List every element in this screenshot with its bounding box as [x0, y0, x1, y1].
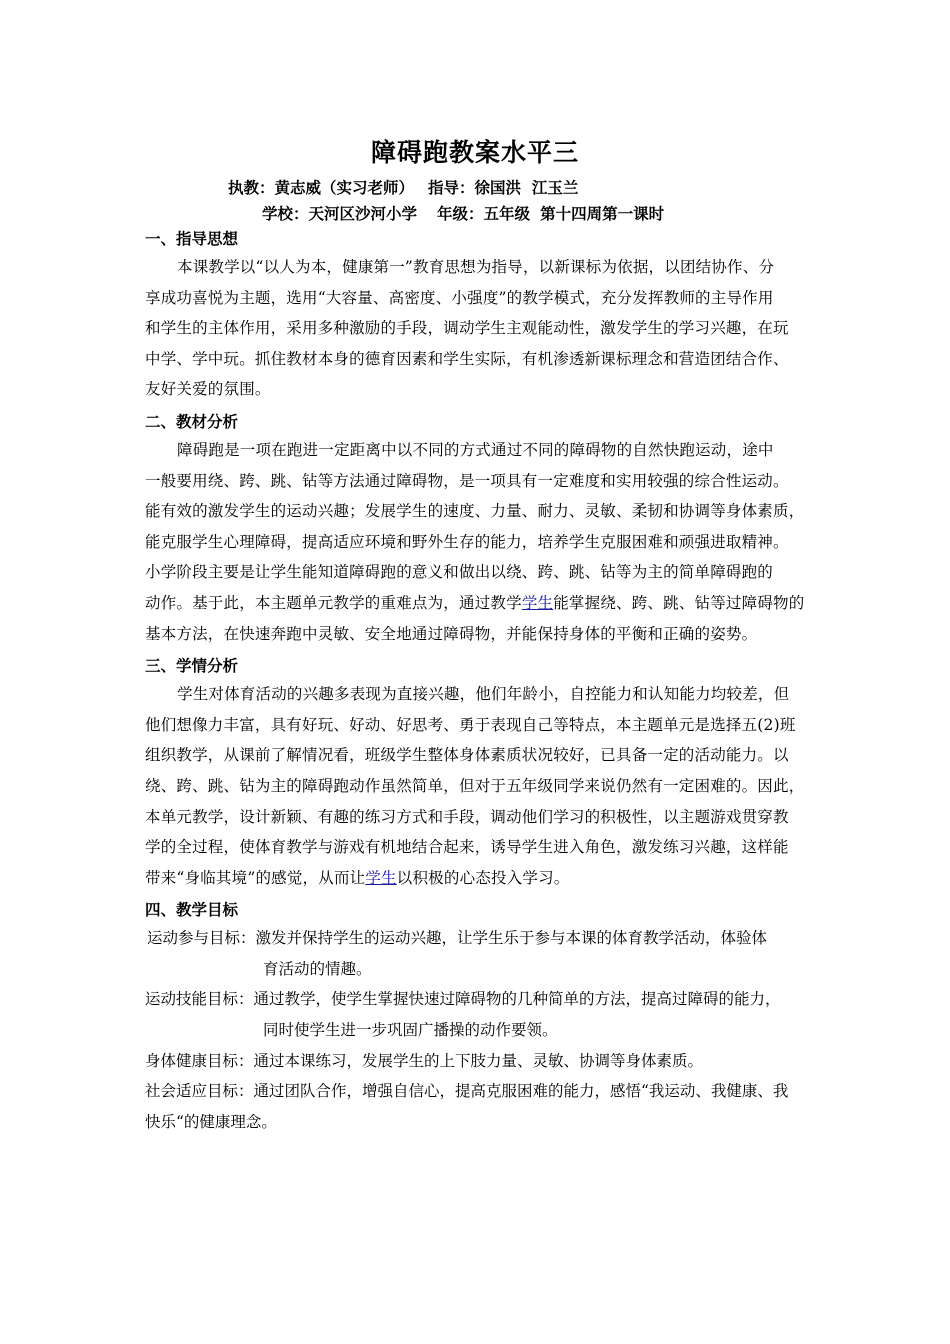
student-link[interactable]: 学生	[365, 868, 397, 887]
teacher-name: 黄志威（实习老师）	[274, 178, 415, 197]
goal-social	[145, 1076, 813, 1137]
school-name: 天河区沙河小学	[308, 204, 418, 223]
paragraph-line: 学生对体育活动的兴趣多表现为直接兴趣，他们年龄小，自控能力和认知能力均较差，但	[177, 685, 790, 704]
goal-line: 同时使学生进一步巩固广播操的动作要领。	[263, 1021, 558, 1040]
line-text: 能掌握绕、跨、跳、钻等过障碍物的	[553, 593, 805, 612]
school-label: 学校：	[262, 204, 309, 223]
paragraph-line: 享成功喜悦为主题，选用“大容量、高密度、小强度”的教学模式，充分发挥教师的主导作用	[145, 288, 774, 307]
paragraph-line: 障碍跑是一项在跑进一定距离中以不同的方式通过不同的障碍物的自然快跑运动，途中	[177, 440, 774, 459]
paragraph-line: 和学生的主体作用，采用多种激励的手段，调动学生主观能动性，激发学生的学习兴趣，在玩	[145, 319, 789, 338]
paragraph-line: 组织教学，从课前了解情况看，班级学生整体身体素质状况较好，已具备一定的活动能力。以	[145, 746, 789, 765]
goal-health	[145, 1046, 813, 1077]
document-title: 障碍跑教案水平三	[370, 138, 579, 167]
paragraph-line: 能克服学生心理障碍，提高适应环境和野外生存的能力，培养学生克服困难和顽强进取精神。	[145, 532, 789, 551]
paragraph-line	[145, 863, 813, 894]
paragraph-line: 小学阶段主要是让学生能知道障碍跑的意义和做出以绕、跨、跳、钻等为主的简单障碍跑的	[145, 563, 774, 582]
document-body	[145, 226, 813, 1137]
section-heading-learner-analysis: 三、学情分析	[145, 656, 239, 676]
grade-label: 年级：	[437, 204, 484, 223]
paragraph-learner-analysis	[145, 679, 813, 893]
goal-participation	[145, 923, 813, 984]
goal-line: 身体健康目标：通过本课练习，发展学生的上下肢力量、灵敏、协调等身体素质。	[145, 1051, 704, 1070]
guide-names: 徐国洪 江玉兰	[474, 178, 579, 197]
school-info-line	[262, 202, 664, 224]
line-text: 以积极的心态投入学习。	[396, 868, 570, 887]
goal-skills	[145, 984, 813, 1045]
paragraph-line: 一般要用绕、跨、跳、钻等方法通过障碍物，是一项具有一定难度和实用较强的综合性运动。	[145, 471, 789, 490]
guide-label: 指导：	[428, 178, 475, 197]
goal-line: 运动参与目标：激发并保持学生的运动兴趣，让学生乐于参与本课的体育教学活动，体验体	[147, 929, 768, 948]
goal-line: 育活动的情趣。	[263, 959, 372, 978]
goal-line: 运动技能目标：通过教学，使学生掌握快速过障碍物的几种简单的方法，提高过障碍的能力，	[145, 990, 781, 1009]
paragraph-line: 能有效的激发学生的运动兴趣；发展学生的速度、力量、耐力、灵敏、柔韧和协调等身体素质，	[145, 502, 805, 521]
paragraph-line: 中学、学中玩。抓住教材本身的德育因素和学生实际，有机渗透新课标理念和营造团结合作、	[145, 349, 789, 368]
teacher-label: 执教：	[228, 178, 275, 197]
paragraph-line: 他们想像力丰富，具有好玩、好动、好思考、勇于表现自己等特点，本主题单元是选择五(2)班	[145, 715, 796, 734]
paragraph-line	[145, 588, 813, 619]
paragraph-guiding-ideology	[145, 252, 813, 405]
paragraph-line: 学的全过程，使体育教学与游戏有机地结合起来，诱导学生进入角色，激发练习兴趣，这样能	[145, 838, 789, 857]
goal-line: 快乐“的健康理念。	[145, 1112, 277, 1131]
section-heading-material-analysis: 二、教材分析	[145, 411, 239, 431]
section-heading-teaching-goals: 四、教学目标	[145, 900, 239, 920]
paragraph-line: 绕、跨、跳、钻为主的障碍跑动作虽然简单，但对于五年级同学来说仍然有一定困难的。因此，	[145, 776, 805, 795]
goal-line: 社会适应目标：通过团队合作，增强自信心，提高克服困难的能力，感悟“我运动、我健康、我	[145, 1082, 789, 1101]
line-text: 动作。基于此，本主题单元教学的重难点为，通过教学	[145, 593, 522, 612]
teacher-info-line	[228, 176, 578, 198]
grade-value: 五年级	[483, 204, 531, 223]
paragraph-line: 基本方法，在快速奔跑中灵敏、安全地通过障碍物，并能保持身体的平衡和正确的姿势。	[145, 624, 758, 643]
paragraph-material-analysis	[145, 435, 813, 649]
period-value: 第十四周第一课时	[540, 204, 665, 223]
paragraph-line: 本单元教学，设计新颖、有趣的练习方式和手段，调动他们学习的积极性，以主题游戏贯穿教	[145, 807, 789, 826]
paragraph-line: 本课教学以“以人为本，健康第一”教育思想为指导，以新课标为依据，以团结协作、分	[177, 258, 775, 276]
section-heading-guiding-ideology: 一、指导思想	[145, 229, 239, 248]
paragraph-line: 友好关爱的氛围。	[145, 380, 271, 399]
line-text: 带来“身临其境”的感觉，从而让	[145, 868, 366, 887]
student-link[interactable]: 学生	[521, 593, 554, 612]
